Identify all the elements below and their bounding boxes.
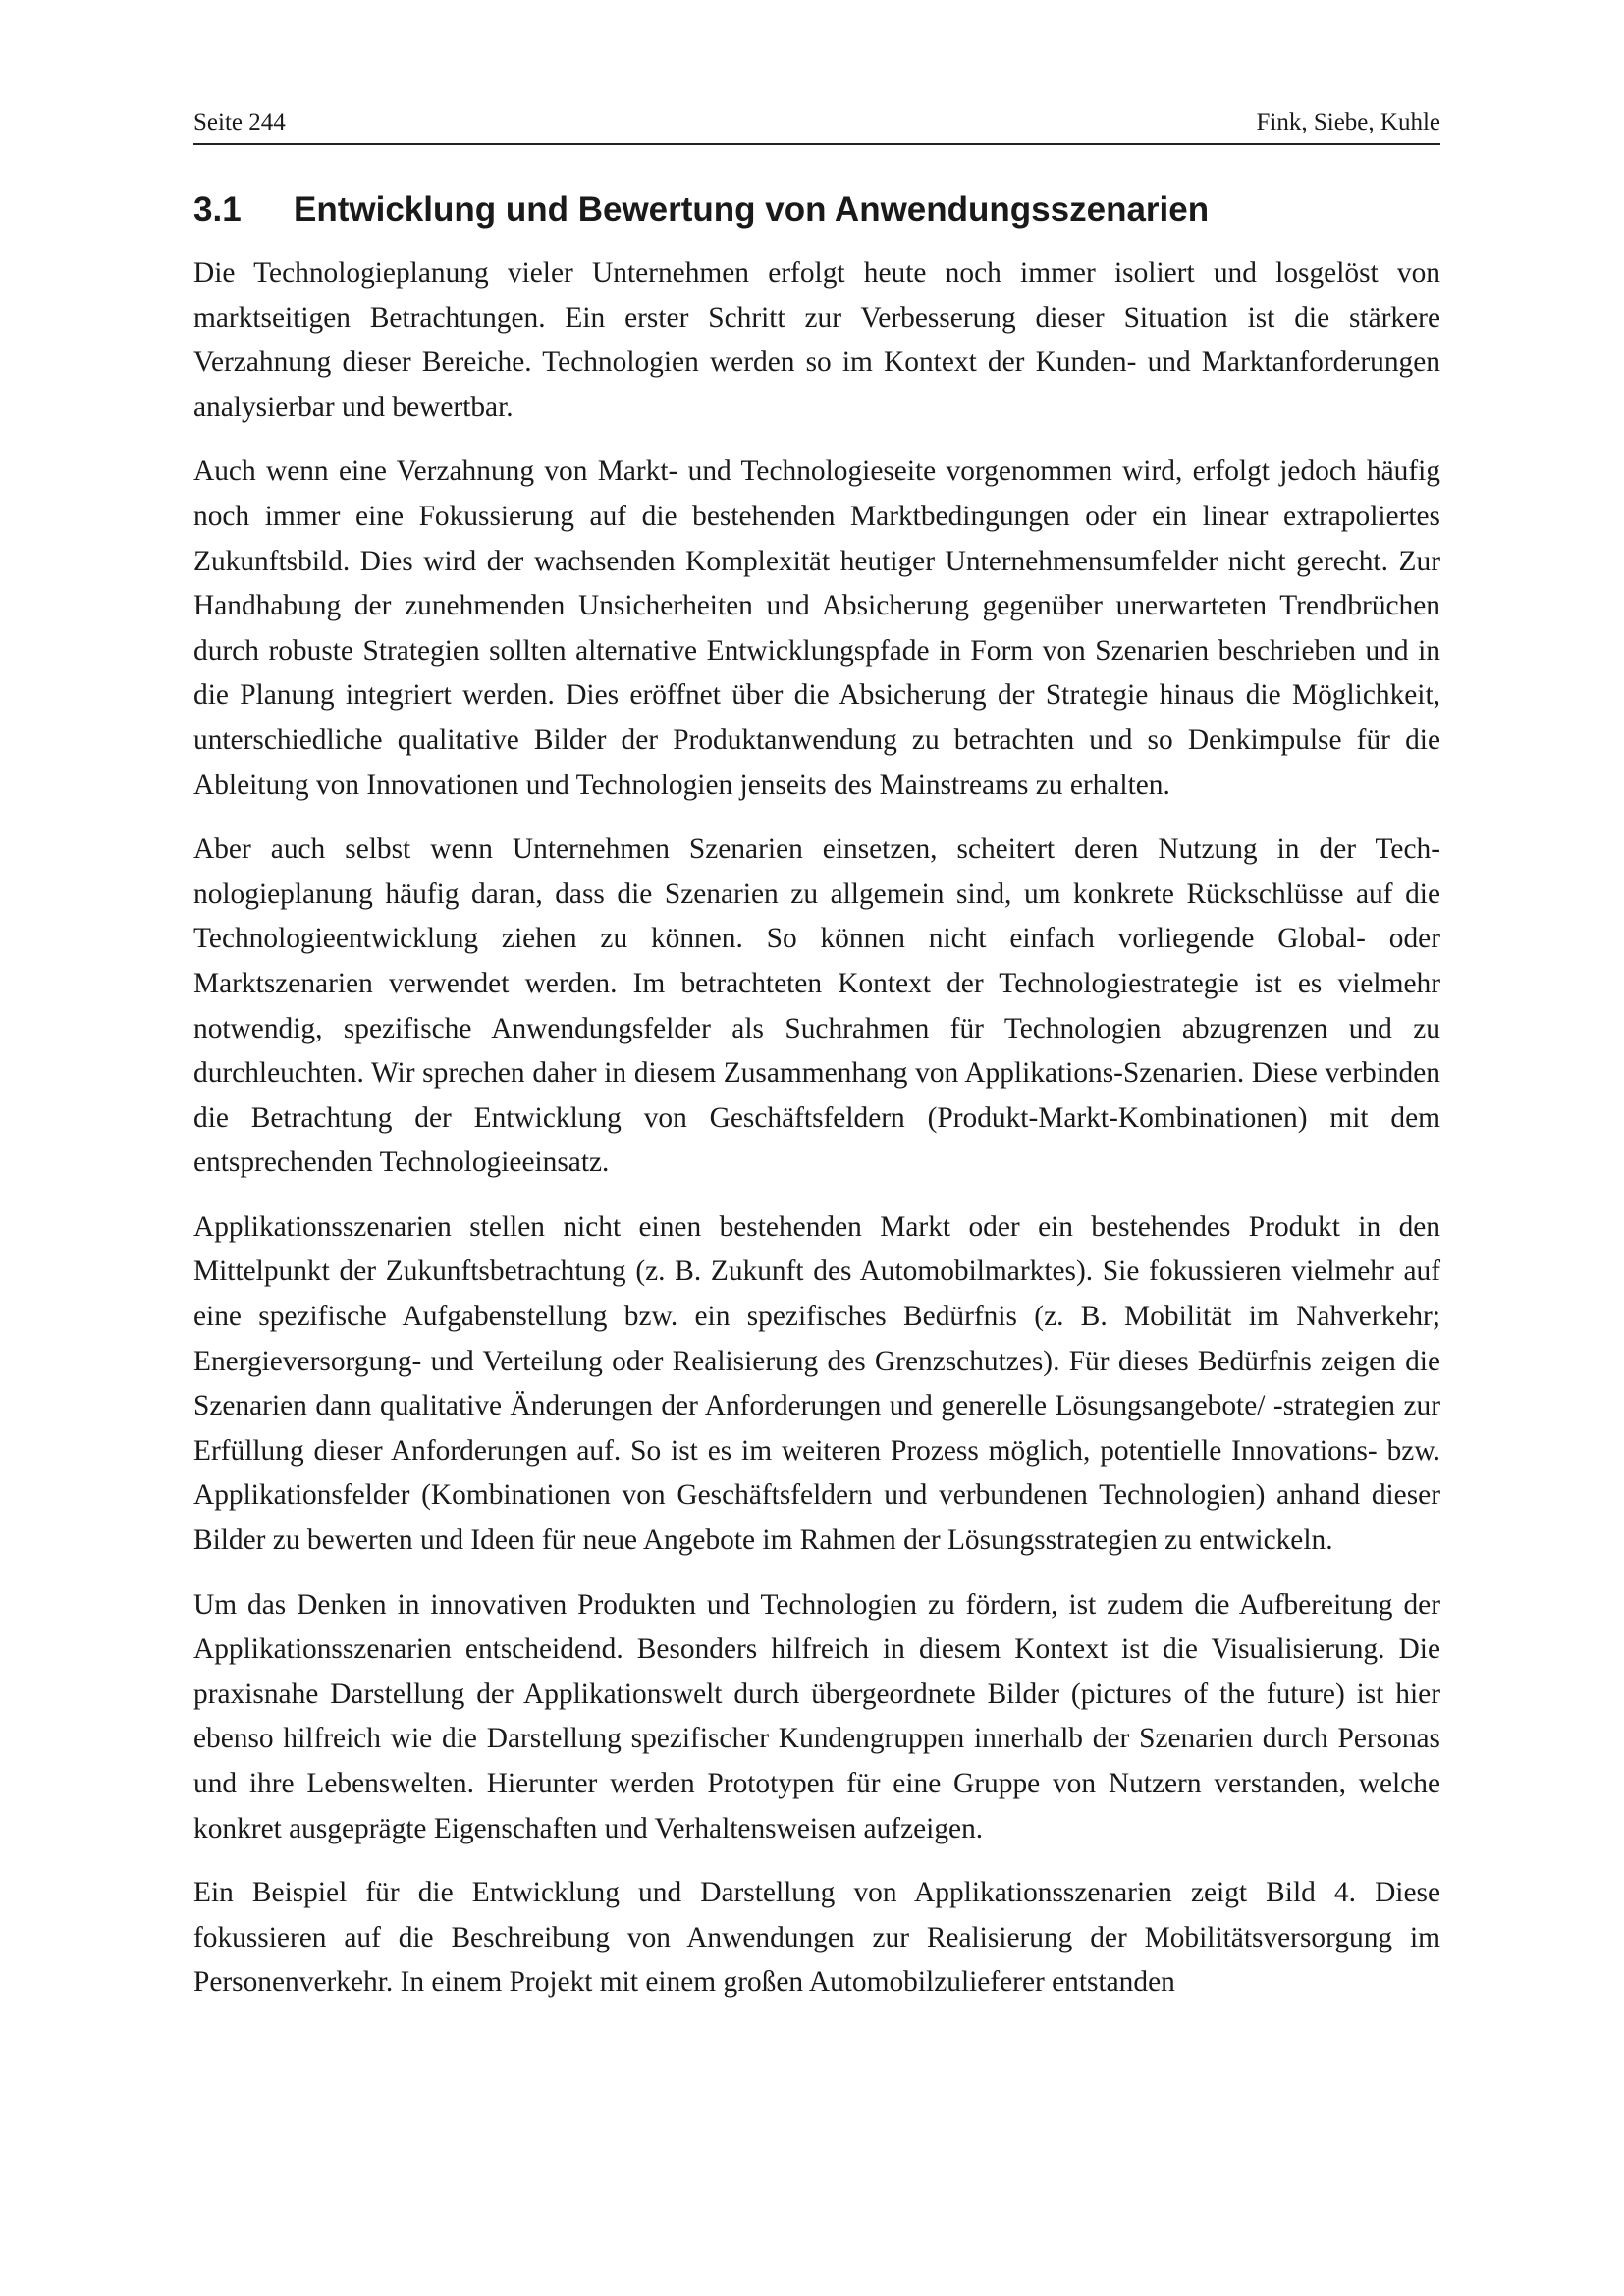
section-number: 3.1	[193, 190, 242, 229]
document-page	[193, 108, 1440, 2025]
body-paragraph-2: Auch wenn eine Verzahnung von Markt- und Technologieseite vorgenommen wird, erfolgt jedoch häufig noch immer eine Fokussierung auf die bestehenden Marktbedingungen oder ein linear extrapoliertes Zukunftsbild. Dies wird der wachsenden Komplexität heutiger Unternehmensumfelder nicht gerecht. Zur Handhabung der zunehmenden Unsicherheiten und Absicherung gegenüber unerwarteten Trendbrüchen durch robuste Strategien sollten alternative Entwicklungspfade in Form von Szenarien beschrieben und in die Planung integriert werden. Dies eröffnet über die Absicherung der Strategie hinaus die Möglichkeit, unterschiedliche qualitative Bilder der Produktanwendung zu betrachten und so Denkimpulse für die Ableitung von Innovationen und Technologien jenseits des Mainstreams zu erhalten.	[193, 455, 1440, 801]
section-title: Entwicklung und Bewertung von Anwendungsszenarien	[294, 190, 1210, 229]
author-names: Fink, Siebe, Kuhle	[1256, 109, 1440, 135]
running-header	[193, 108, 1440, 145]
section-heading	[193, 188, 1440, 232]
body-paragraph-3: Aber auch selbst wenn Unternehmen Szenarien einsetzen, scheitert deren Nutzung in der Technologieplanung häufig daran, dass die Szenarien zu allgemein sind, um konkrete Rückschlüsse auf die Technologieentwicklung ziehen zu können. So können nicht einfach vorliegende Global- oder Marktszenarien verwendet werden. Im betrachteten Kontext der Technologiestrategie ist es vielmehr notwendig, spezifische Anwendungsfelder als Suchrahmen für Technologien abzugrenzen und zu durchleuchten. Wir sprechen daher in diesem Zusammenhang von Applikations-Szenarien. Diese verbinden die Betrachtung der Entwicklung von Geschäftsfeldern (Produkt-Markt-Kombinationen) mit dem entsprechenden Technologieeinsatz.	[193, 833, 1440, 1179]
page-number-label: Seite 244	[193, 109, 286, 135]
body-paragraph-5: Um das Denken in innovativen Produkten und Technologien zu fördern, ist zudem die Aufbereitung der Applikationsszenarien entscheidend. Besonders hilfreich in diesem Kontext ist die Visualisierung. Die praxisnahe Darstellung der Applikationswelt durch übergeordnete Bilder (pictures of the future) ist hier ebenso hilfreich wie die Darstellung spezifischer Kundengruppen innerhalb der Szenarien durch Personas und ihre Lebenswelten. Hierunter werden Prototypen für eine Gruppe von Nutzern verstanden, welche konkret ausgeprägte Eigenschaften und Verhaltensweisen aufzeigen.	[193, 1588, 1440, 1844]
body-paragraph-1: Die Technologieplanung vieler Unternehmen erfolgt heute noch immer isoliert und losgelöst von marktseitigen Betrachtungen. Ein erster Schritt zur Verbesserung dieser Situation ist die stärkere Verzahnung dieser Bereiche. Technologien werden so im Kontext der Kunden- und Marktanforderungen analysierbar und bewertbar.	[193, 257, 1440, 423]
body-paragraph-6: Ein Beispiel für die Entwicklung und Darstellung von Applikationsszenarien zeigt Bild 4. Diese fokussieren auf die Beschreibung von Anwendungen zur Realisierung der Mobilitätsversorgung im Personenverkehr. In einem Projekt mit einem großen Automobilzulieferer entstanden	[193, 1877, 1440, 1999]
body-paragraph-4: Applikationsszenarien stellen nicht einen bestehenden Markt oder ein bestehendes Produkt in den Mittelpunkt der Zukunftsbetrachtung (z. B. Zukunft des Automobilmarktes). Sie fokussieren vielmehr auf eine spezifische Aufgabenstellung bzw. ein spezifisches Bedürfnis (z. B. Mobilität im Nahverkehr; Energieversorgung- und Verteilung oder Realisierung des Grenzschutzes). Für dieses Bedürfnis zeigen die Szenarien dann qualitative Änderungen der Anforderungen und generelle Lösungsangebote/ -strategien zur Erfüllung dieser Anforderungen auf. So ist es im weiteren Prozess möglich, potentielle Innovations- bzw. Applikationsfelder (Kombinationen von Geschäftsfeldern und verbundenen Technologien) anhand dieser Bilder zu bewerten und Ideen für neue Angebote im Rahmen der Lösungsstrategien zu entwickeln.	[193, 1210, 1440, 1557]
